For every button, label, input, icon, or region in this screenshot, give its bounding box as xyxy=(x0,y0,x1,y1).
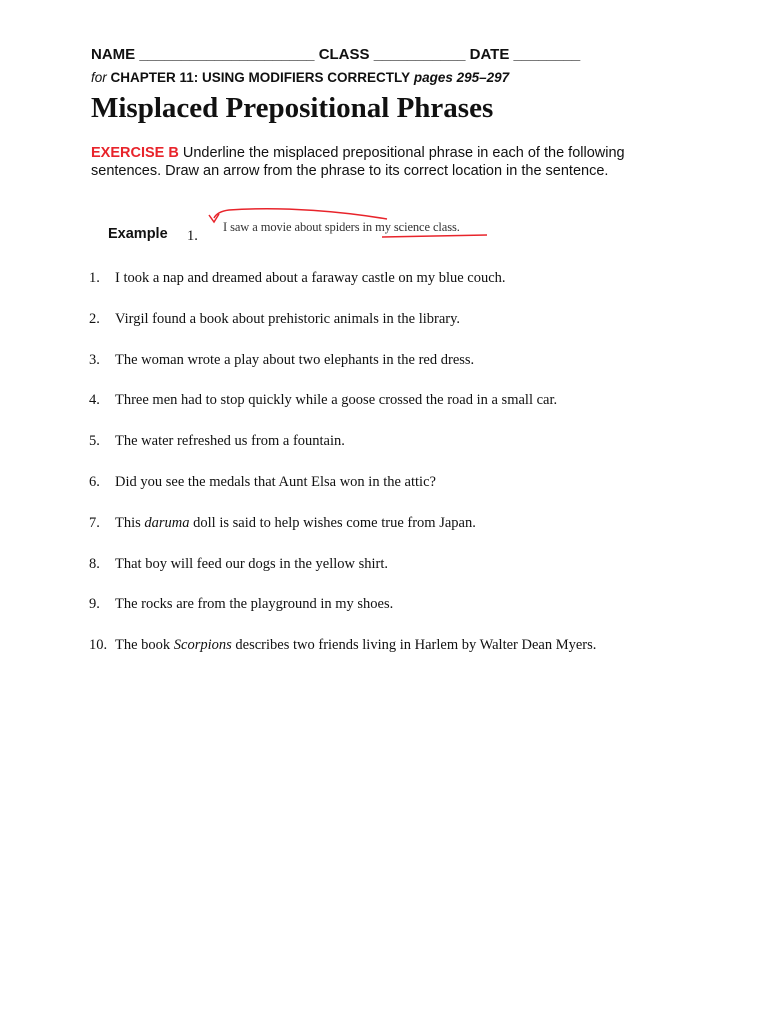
item-sentence xyxy=(115,596,393,613)
underline-mark xyxy=(382,235,487,237)
sentence-text: The rocks are from the playground in my shoes. xyxy=(115,596,394,613)
sentence-text-continued: describes two friends living in Harlem by Walter Dean Myers. xyxy=(231,637,597,654)
sentence-text: This xyxy=(115,514,145,531)
item-number: 8. xyxy=(89,555,100,572)
sentence-text: Did you see the medals that Aunt Elsa won in the attic? xyxy=(115,473,436,490)
item-sentence xyxy=(115,433,345,450)
sentence-text: Virgil found a book about prehistoric animals in the library. xyxy=(115,310,461,327)
item-sentence xyxy=(115,270,506,287)
for-label: for xyxy=(91,70,107,85)
example-number: 1. xyxy=(187,228,198,244)
item-number: 7. xyxy=(89,514,100,531)
item-number: 4. xyxy=(89,392,100,409)
item-sentence xyxy=(115,311,460,328)
sentence-text: The woman wrote a play about two elephants in the red dress. xyxy=(115,351,475,368)
item-number: 6. xyxy=(89,473,100,490)
page-title: Misplaced Prepositional Phrases xyxy=(91,92,494,124)
sentence-text: The water refreshed us from a fountain. xyxy=(115,433,345,450)
sentence-text: I took a nap and dreamed about a faraway castle on my blue couch. xyxy=(115,270,506,286)
item-number: 5. xyxy=(89,433,100,450)
name-class-date-line: NAME _____________________ CLASS ___________ DATE ________ xyxy=(91,46,581,63)
chapter-line xyxy=(91,70,509,85)
exercise-instructions xyxy=(91,144,691,180)
item-number: 1. xyxy=(89,270,100,286)
item-sentence xyxy=(115,556,388,573)
italic-title: Scorpions xyxy=(173,637,232,654)
item-number: 3. xyxy=(89,351,100,368)
exercise-label: EXERCISE B xyxy=(91,145,179,161)
item-sentence xyxy=(115,515,476,532)
item-number: 2. xyxy=(89,310,100,327)
arrow-curve xyxy=(214,209,387,219)
item-sentence xyxy=(115,637,596,654)
sentence-text-continued: doll is said to help wishes come true from Japan. xyxy=(189,514,476,531)
item-number: 9. xyxy=(89,596,100,613)
sentence-text: That boy will feed our dogs in the yellow shirt. xyxy=(115,555,389,572)
example-sentence: I saw a movie about spiders in my science class. xyxy=(223,220,460,234)
sentence-text: The book xyxy=(115,637,174,654)
exercise-text: Underline the misplaced prepositional phrase in each of the following sentences. Draw an arrow from the phrase to its correct location in the sentence. xyxy=(91,145,625,179)
chapter-title: CHAPTER 11: USING MODIFIERS CORRECTLY xyxy=(110,70,411,85)
example-label: Example xyxy=(108,226,168,242)
item-sentence xyxy=(115,392,557,409)
item-sentence xyxy=(115,474,436,491)
italic-title: daruma xyxy=(144,514,190,531)
item-sentence xyxy=(115,352,474,369)
item-number: 10. xyxy=(89,637,108,654)
sentence-text: Three men had to stop quickly while a goose crossed the road in a small car. xyxy=(115,392,558,409)
pages-label: pages 295–297 xyxy=(413,70,510,85)
